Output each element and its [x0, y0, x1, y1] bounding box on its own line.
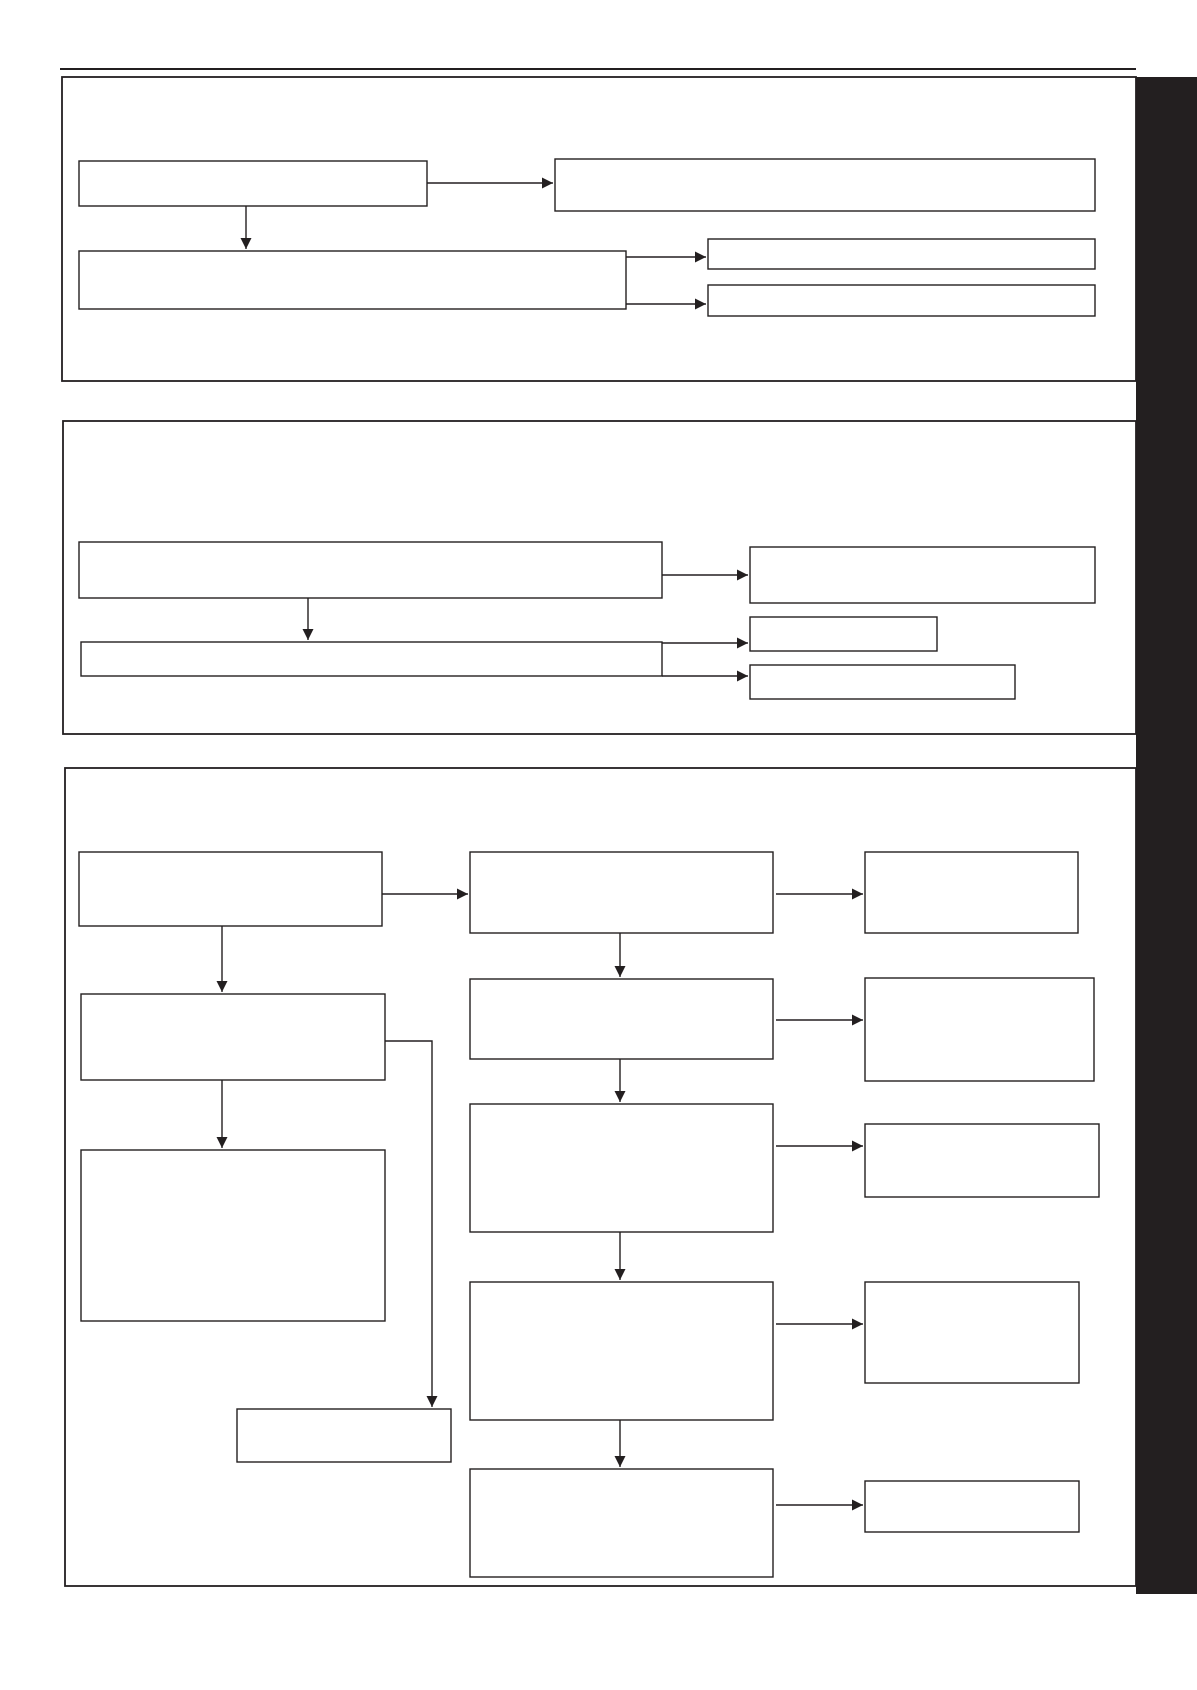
s2-start-box: [79, 542, 662, 598]
s1-result-right-box: [555, 159, 1095, 211]
s3-right-2-box: [865, 978, 1094, 1081]
s3-bottom-left-box: [237, 1409, 451, 1462]
s1-start-box: [79, 161, 427, 206]
s3-start-box: [79, 852, 382, 926]
s3-mid-3-box: [470, 1104, 773, 1232]
s3-left-3-box: [81, 1150, 385, 1321]
s1-step-2-box: [79, 251, 626, 309]
s1-out-b-box: [708, 285, 1095, 316]
section-frame-2: [63, 421, 1136, 734]
s2-result-right-box: [750, 547, 1095, 603]
s2-out-b-box: [750, 665, 1015, 699]
section-frame-3: [65, 768, 1136, 1586]
s3-left-2-box: [81, 994, 385, 1080]
section-frame-1: [62, 77, 1136, 381]
s3-mid-1-box: [470, 852, 773, 933]
s3-right-1-box: [865, 852, 1078, 933]
s3-connector-left-2-to-bottom-left: [385, 1041, 432, 1407]
s3-right-4-box: [865, 1282, 1079, 1383]
s2-out-a-box: [750, 617, 937, 651]
s3-right-3-box: [865, 1124, 1099, 1197]
s3-mid-4-box: [470, 1282, 773, 1420]
s2-step-2-box: [81, 642, 662, 676]
s3-mid-2-box: [470, 979, 773, 1059]
s3-mid-5-box: [470, 1469, 773, 1577]
s1-out-a-box: [708, 239, 1095, 269]
s3-right-5-box: [865, 1481, 1079, 1532]
